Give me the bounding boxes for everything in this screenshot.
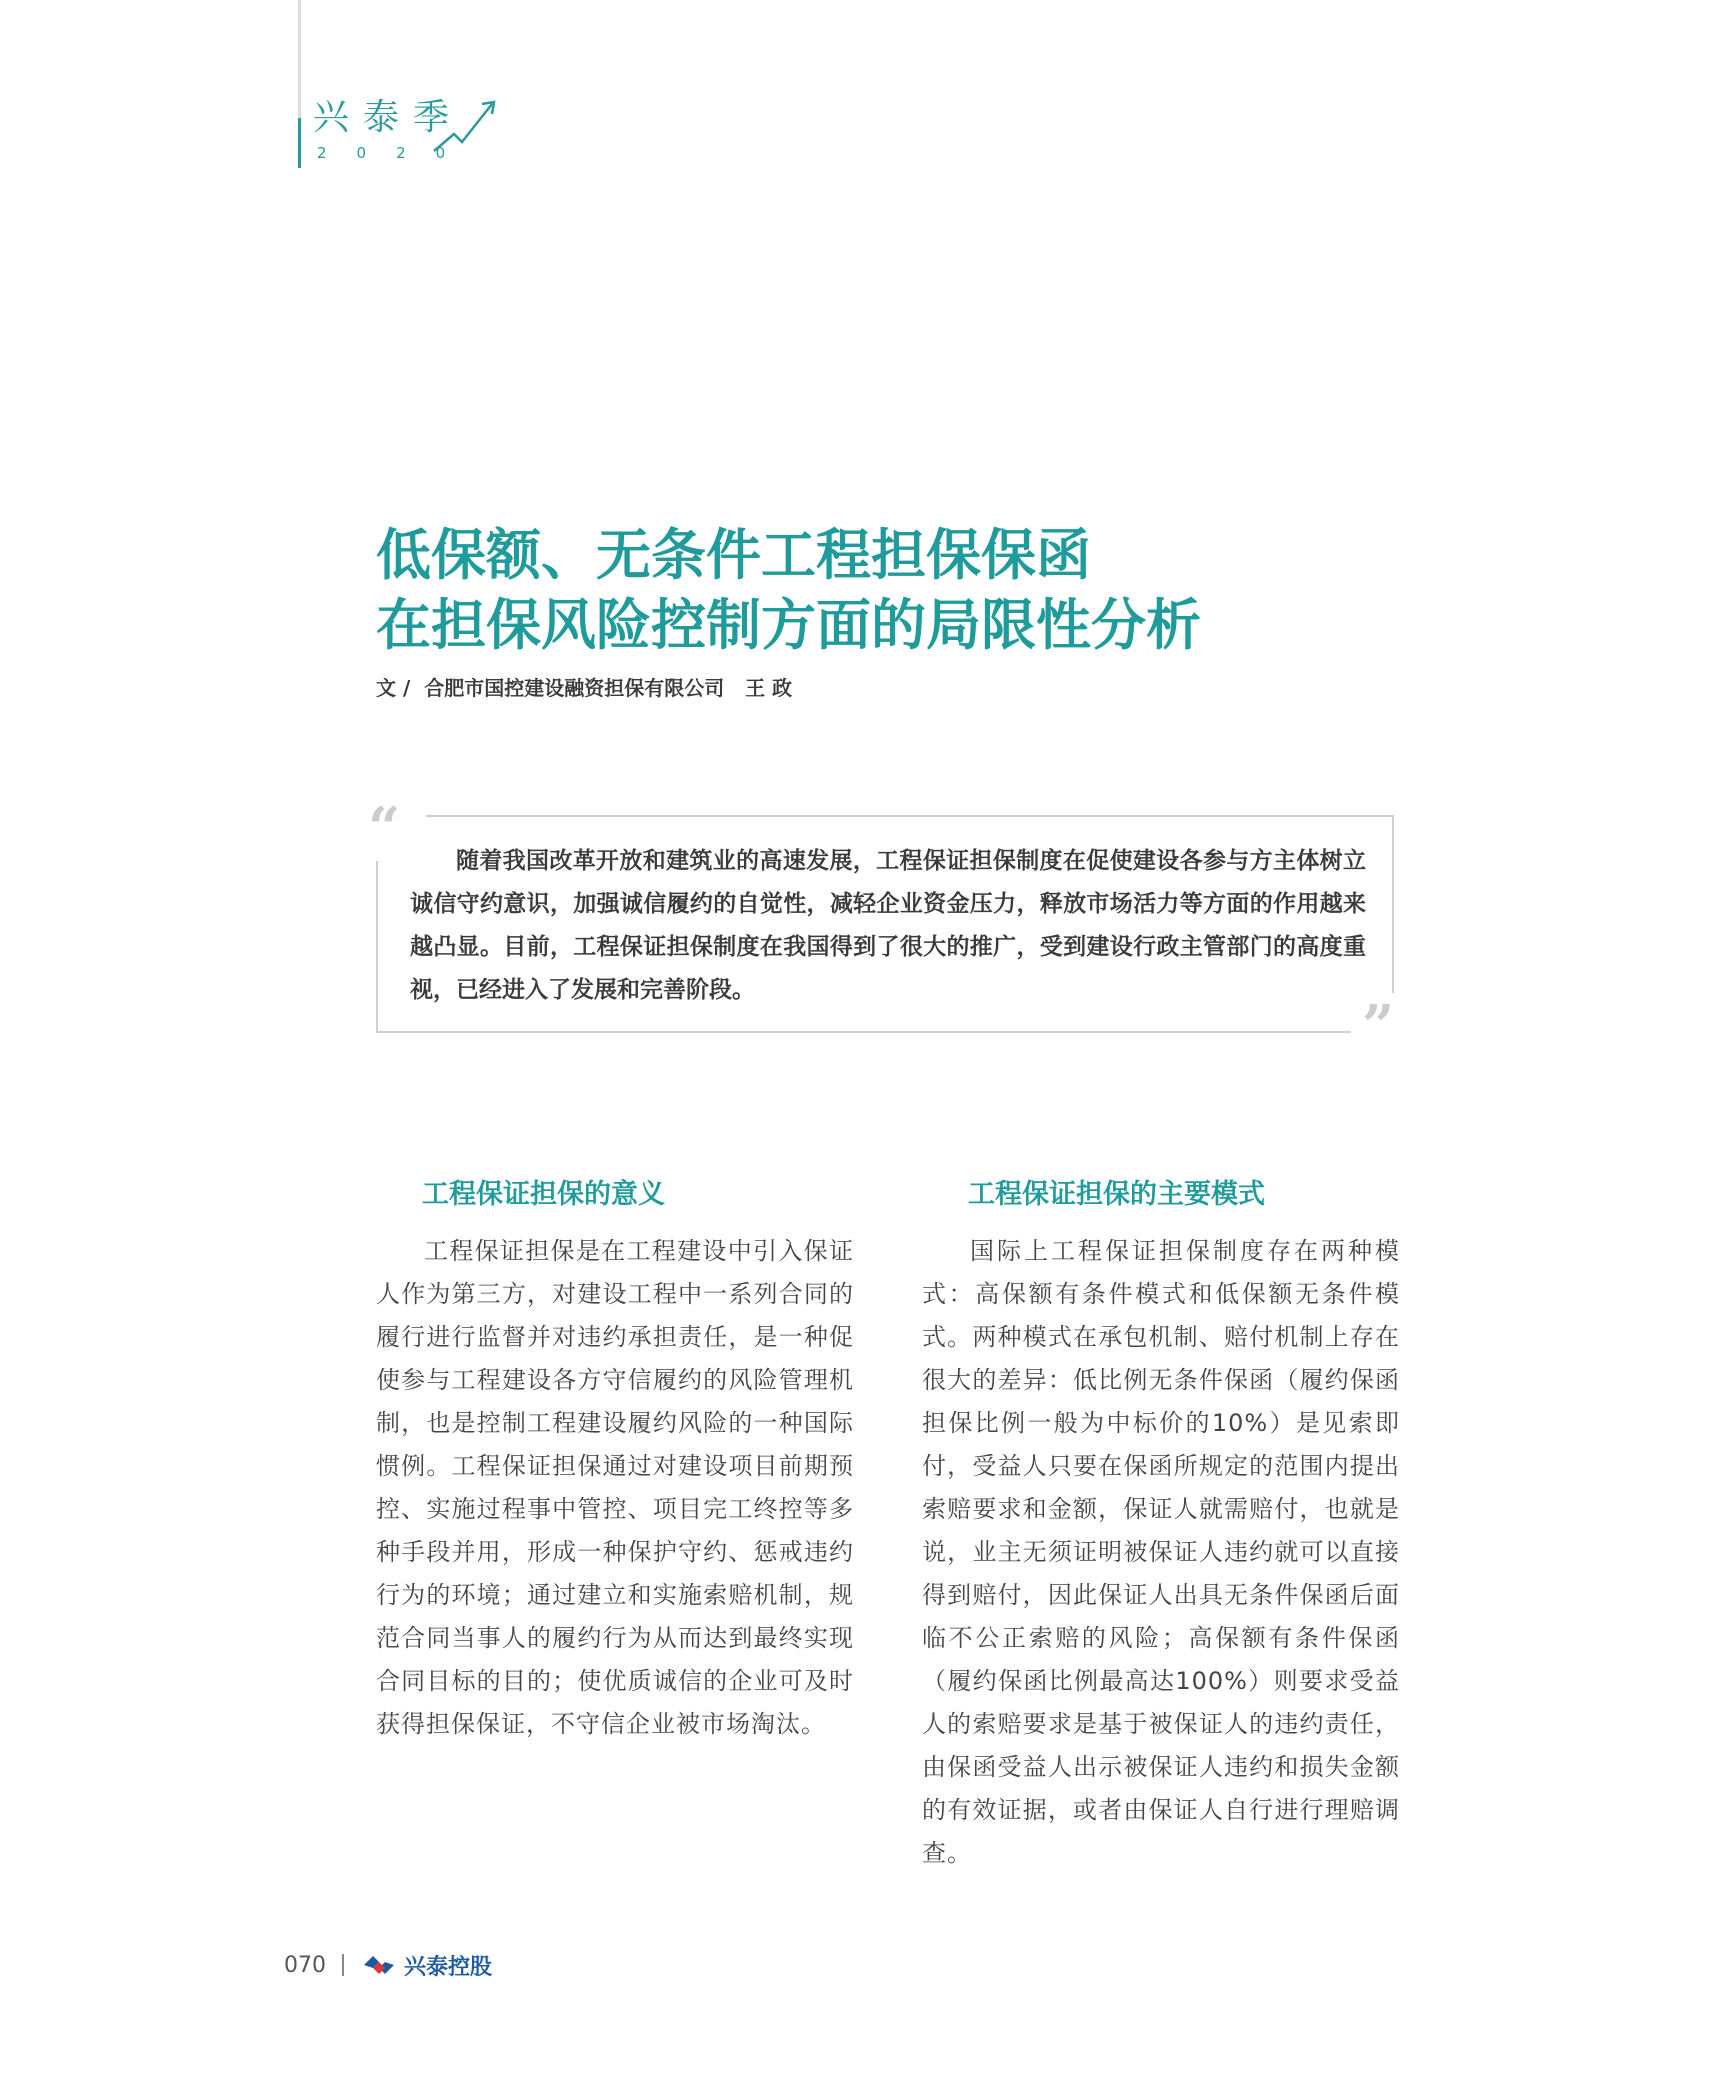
title-line-1: 低保额、无条件工程担保保函 [376,523,1092,587]
title-line-2: 在担保风险控制方面的局限性分析 [376,593,1202,657]
logo-year: 2020 [317,144,476,162]
section-heading-modes: 工程保证担保的主要模式 [968,1179,1265,1210]
brand-logo-icon [360,1952,398,1978]
brand-name: 兴泰控股 [404,1954,493,1980]
article-title [376,520,1201,660]
section-body-modes: 国际上工程保证担保制度存在两种模式：高保额有条件模式和低保额无条件模式。两种模式在承包机制、赔付机制上存在很大的差异：低比例无条件保函（履约保函担保比例一般为中标价的10%）是见索即付，受益人只要在保函所规定的范围内提出索赔要求和金额，保证人就需赔付，也就是说，业主无须证明被保证人违约就可以直接得到赔付，因此保证人出具无条件保函后面临不公正索赔的风险；高保额有条件保函（履约保函比例最高达100%）则要求受益人的索赔要求是基于被保证人的违约责任，由保函受益人出示被保证人违约和损失金额的有效证据，或者由保证人自行进行理赔调查。 [922,1237,1400,1867]
page-footer [284,1950,492,1980]
page-number: 070 [284,1952,326,1978]
footer-divider [342,1954,344,1976]
lead-quote: 随着我国改革开放和建筑业的高速发展，工程保证担保制度在促使建设各参与方主体树立诚信守约意识，加强诚信履约的自觉性，减轻企业资金压力，释放市场活力等方面的作用越来越凸显。目前，工程保证担保制度在我国得到了很大的推广，受到建设行政主管部门的高度重视，已经进入了发展和完善阶段。 [410,848,1366,1003]
margin-rule-accent [298,118,301,168]
section-heading-significance: 工程保证担保的意义 [422,1179,665,1210]
close-quote-icon: ” [1362,993,1395,1059]
trend-arrow-icon [432,96,502,156]
byline: 文 / 合肥市国控建设融资担保有限公司 王 政 [376,676,793,700]
open-quote-icon: “ [368,795,401,861]
logo-chars: 兴泰季 [313,97,464,138]
section-body-significance: 工程保证担保是在工程建设中引入保证人作为第三方，对建设工程中一系列合同的履行进行监督并对违约承担责任，是一种促使参与工程建设各方守信履约的风险管理机制，也是控制工程建设履约风险的一种国际惯例。工程保证担保通过对建设项目前期预控、实施过程事中管控、项目完工终控等多种手段并用，形成一种保护守约、惩戒违约行为的环境；通过建立和实施索赔机制，规范合同当事人的履约行为从而达到最终实现合同目标的目的；使优质诚信的企业可及时获得担保保证，不守信企业被市场淘汰。 [376,1237,854,1738]
